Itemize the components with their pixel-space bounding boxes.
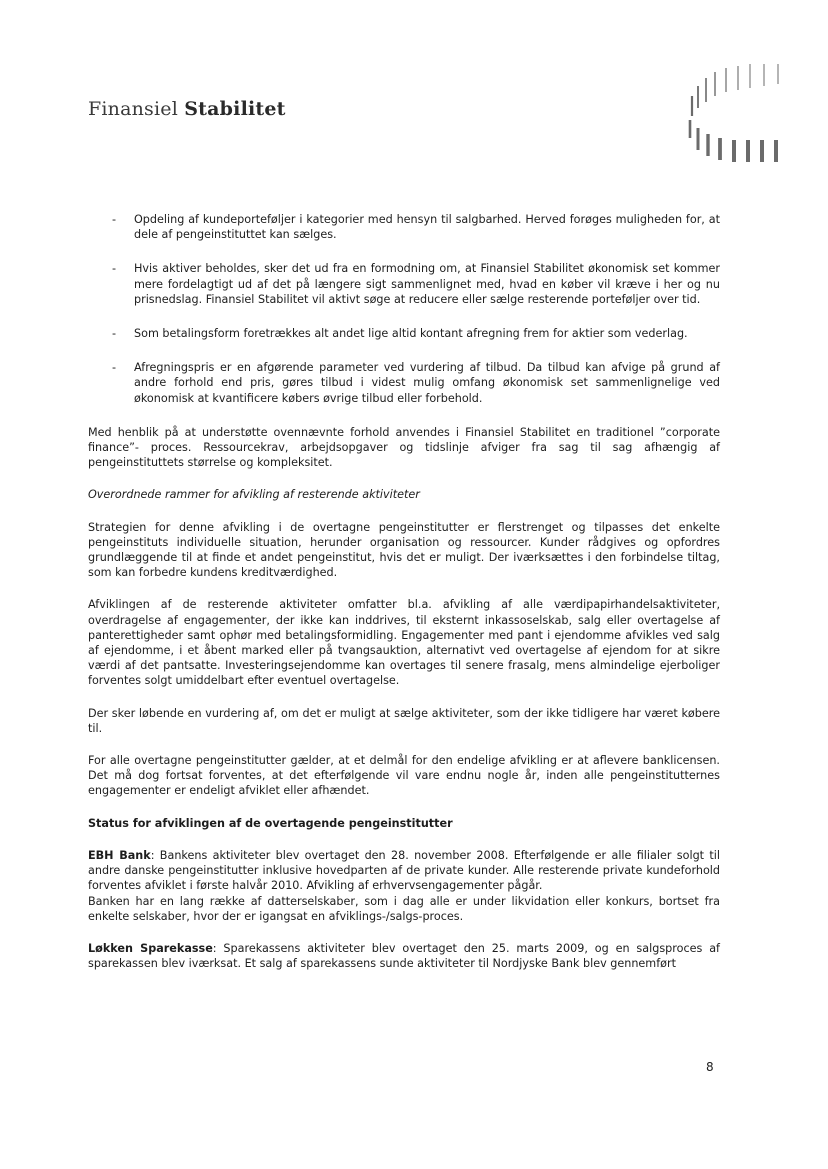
- body-text: [88, 212, 720, 971]
- logo: [88, 98, 286, 120]
- bank-name-lokken: Løkken Sparekasse: [88, 941, 213, 955]
- bullet-dash: -: [112, 213, 117, 226]
- ebh-text-continued: Banken har en lang række af datterselskaber, som i dag alle er under likvidation eller konkurs, bortset fra enkelte selskaber, hvor der er igangsat en afviklings-/salgs-proces.: [88, 894, 720, 923]
- ebh-paragraph-line: [88, 848, 720, 894]
- paragraph-lokken-sparekasse: [88, 941, 720, 971]
- paragraph-corporate-finance: Med henblik på at understøtte ovennævnte forhold anvendes i Finansiel Stabilitet en traditionel ”corporate finance”- proces. Ressourcekrav, arbejdsopgaver og tidslinje afviger fra sag til sag afhængig af pengeinstituttets størrelse og kompleksitet.: [88, 425, 720, 470]
- bullet-dash: -: [112, 361, 117, 375]
- bullet-dash: -: [112, 327, 117, 341]
- section-heading-status: Status for afviklingen af de overtagende pengeinstitutter: [88, 816, 453, 830]
- section-heading-overordnede: Overordnede rammer for afvikling af resterende aktiviteter: [88, 488, 420, 502]
- list-item: [88, 360, 720, 406]
- bullet-dash: -: [112, 262, 117, 276]
- paragraph-strategien: Strategien for denne afvikling i de overtagne pengeinstitutter er flerstrenget og tilpasses det enkelte pengeinstituts individuelle situation, herunder organisation og ressourcer. Kunder rådgives og opfordres grundlæggende til at finde et andet pengeinstitut, hvis det er muligt. Der iværksættes i den forbindelse tiltag, som kan forbedre kundens kreditværdighed.: [88, 520, 720, 580]
- bullet-text: Hvis aktiver beholdes, sker det ud fra en formodning om, at Finansiel Stabilitet økonomisk set kommer mere fordelagtigt ud af det på længere sigt sammenlignet med, hvad en køber vil kræve i her og nu prisnedslag. Finansiel Stabilitet vil aktivt søge at reducere eller sælge resterende porteføljer over tid.: [134, 262, 720, 306]
- paragraph-ebh-bank: [88, 848, 720, 924]
- lokken-text: : Sparekassens aktiviteter blev overtaget den 25. marts 2009, og en salgsproces af sparekassen blev iværksat. Et salg af sparekassens sunde aktiviteter til Nordjyske Bank blev gennemført: [88, 941, 720, 971]
- bullet-text: Som betalingsform foretrækkes alt andet lige altid kontant afregning frem for aktier som vederlag.: [134, 327, 688, 341]
- list-item: [88, 212, 720, 242]
- logo-text-bold: Stabilitet: [184, 98, 286, 120]
- bullet-text: Opdeling af kundeporteføljer i kategorier med hensyn til salgbarhed. Herved forøges muligheden for, at dele af pengeinstituttet kan sælges.: [134, 213, 720, 242]
- page-number: 8: [706, 1060, 714, 1074]
- ebh-text: : Bankens aktiviteter blev overtaget den 28. november 2008. Efterfølgende er alle filialer solgt til andre danske pengeinstitutter inklusive hovedparten af de private kunder. Alle resterende private kundeforhold forventes afviklet i første halvår 2010. Afvikling af erhvervsengagementer pågår.: [88, 848, 720, 893]
- list-item: [88, 261, 720, 307]
- logo-mark-icon: [684, 58, 794, 170]
- list-item: [88, 326, 720, 341]
- paragraph-overtagne: For alle overtagne pengeinstitutter gælder, at et delmål for den endelige afvikling er at aflevere banklicensen. Det må dog fortsat forventes, at det efterfølgende vil vare endnu nogle år, inden alle pengeinstitutternes engagementer er endeligt afviklet eller afhændet.: [88, 754, 720, 798]
- paragraph-vurdering: Der sker løbende en vurdering af, om det er muligt at sælge aktiviteter, som der ikke tidligere har været købere til.: [88, 706, 720, 735]
- logo-text-light: Finansiel: [88, 98, 179, 120]
- bullet-text: Afregningspris er en afgørende parameter ved vurdering af tilbud. Da tilbud kan afvige på grund af andre forhold end pris, gøres tilbud i videst mulig omfang økonomisk set sammenlignelige ved økonomisk at kvantificere købers øvrige tilbud eller forbehold.: [134, 361, 720, 405]
- paragraph-afviklingen: Afviklingen af de resterende aktiviteter omfatter bl.a. afvikling af alle værdipapirhandelsaktiviteter, overdragelse af engagementer, der ikke kan inddrives, til eksternt inkassoselskab, salg eller overtagelse af panterettigheder samt ophør med betalingsformidling. Engagementer med pant i ejendomme afvikles ved salg af ejendomme, i et åbent marked eller på tvangsauktion, alternativt ved overtagelse af ejendom for at sikre værdi af det pantsatte. Investeringsejendomme kan overtages til senere frasalg, mens almindelige ejerboliger forventes solgt umiddelbart efter eventuel overtagelse.: [88, 598, 720, 688]
- bank-name-ebh: EBH Bank: [88, 848, 151, 862]
